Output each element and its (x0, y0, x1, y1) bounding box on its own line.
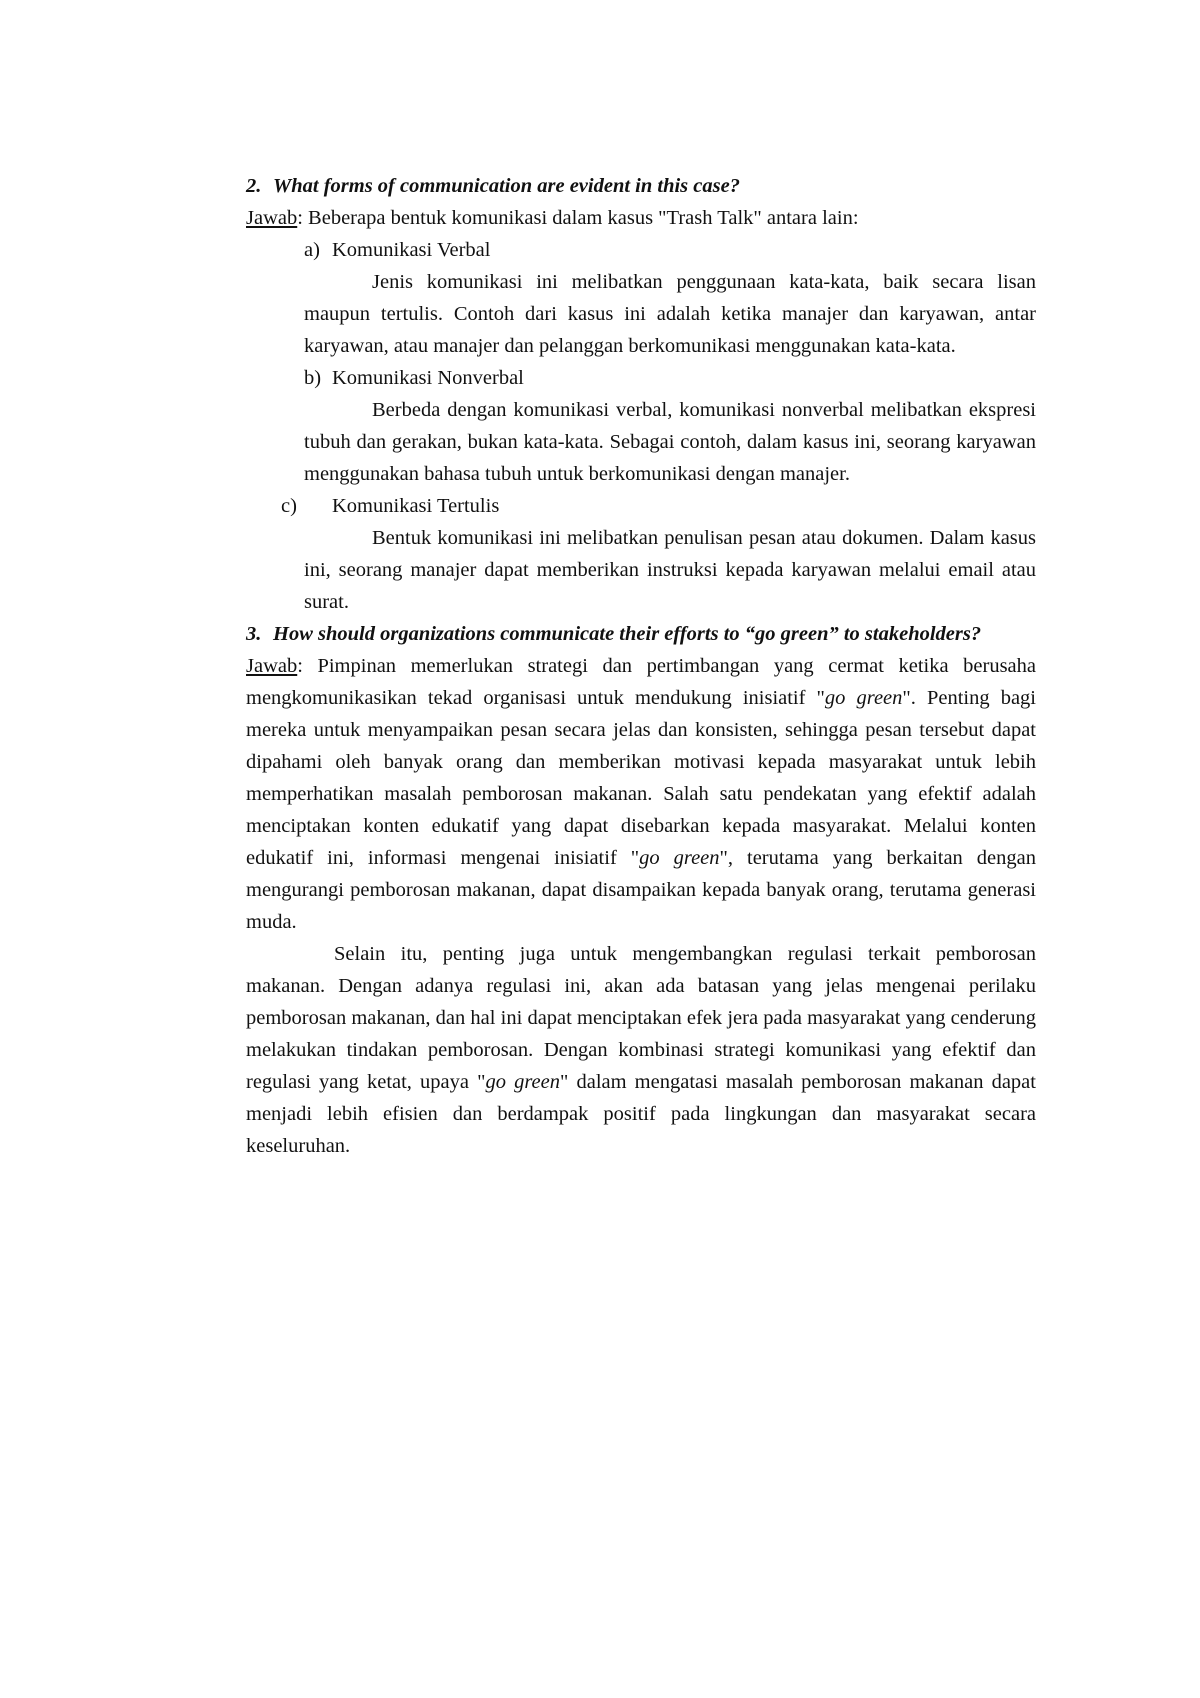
item-c-title: Komunikasi Tertulis (332, 495, 500, 517)
document-page (246, 170, 1036, 1162)
answer-text: ". Penting bagi mereka untuk menyampaikan pesan secara jelas dan konsisten, sehingga pesan tersebut dapat dipahami oleh banyak orang dan memberikan motivasi kepada masyarakat untuk lebih memperhatikan masalah pemborosan makanan. Salah satu pendekatan yang efektif adalah menciptakan konten edukatif yang dapat disebarkan kepada masyarakat. Melalui konten edukatif ini, informasi mengenai inisiatif " (246, 687, 1036, 869)
item-b-marker: b) (304, 367, 322, 389)
question-2-heading (246, 170, 1036, 202)
answer-label: Jawab (246, 207, 298, 229)
question-3-number: 3. (246, 623, 262, 645)
item-a-heading (246, 234, 1036, 266)
answer-text: Selain itu, penting juga untuk mengembangkan regulasi terkait pemborosan makanan. Dengan adanya regulasi ini, akan ada batasan yang jelas mengenai perilaku pemborosan makanan, dan hal ini dapat menciptakan efek jera pada masyarakat yang cenderung melakukan tindakan pemborosan. Dengan kombinasi strategi komunikasi yang efektif dan regulasi yang ketat, upaya " (246, 943, 1036, 1093)
question-2-text: What forms of communication are evident in this case? (273, 175, 740, 197)
answer-text: " dalam mengatasi masalah pemborosan makanan dapat menjadi lebih efisien dan berdampak positif pada lingkungan dan masyarakat secara keseluruhan. (246, 1071, 1036, 1157)
answer-text: : Pimpinan memerlukan strategi dan pertimbangan yang cermat ketika berusaha mengkomunikasikan tekad organisasi untuk mendukung inisiatif " (246, 655, 1036, 709)
item-b-heading (246, 362, 1036, 394)
question-2-answer-intro (246, 202, 1036, 234)
item-b-body: Berbeda dengan komunikasi verbal, komunikasi nonverbal melibatkan ekspresi tubuh dan gerakan, bukan kata-kata. Sebagai contoh, dalam kasus ini, seorang karyawan menggunakan bahasa tubuh untuk berkomunikasi dengan manajer. (304, 399, 1036, 485)
item-b-title: Komunikasi Nonverbal (332, 367, 524, 389)
answer-intro-text: : Beberapa bentuk komunikasi dalam kasus "Trash Talk" antara lain: (297, 207, 859, 229)
question-3-heading (246, 618, 1036, 650)
item-c-marker: c) (281, 495, 297, 517)
item-a-title: Komunikasi Verbal (332, 239, 491, 261)
answer-label: Jawab (246, 655, 298, 677)
question-3-answer-paragraph-1 (246, 650, 1036, 938)
item-a-marker: a) (304, 239, 320, 261)
question-3-text: How should organizations communicate their efforts to “go green” to stakeholders? (273, 623, 982, 645)
go-green-term: go green (824, 687, 903, 709)
answer-text: ", terutama yang berkaitan dengan mengurangi pemborosan makanan, dapat disampaikan kepada banyak orang, terutama generasi muda. (246, 847, 1036, 933)
item-a-body: Jenis komunikasi ini melibatkan penggunaan kata-kata, baik secara lisan maupun tertulis. Contoh dari kasus ini adalah ketika manajer dan karyawan, antar karyawan, atau manajer dan pelanggan berkomunikasi menggunakan kata-kata. (304, 271, 1036, 357)
question-3-answer-paragraph-2 (246, 938, 1036, 1162)
item-c-heading (246, 490, 1036, 522)
item-c-body: Bentuk komunikasi ini melibatkan penulisan pesan atau dokumen. Dalam kasus ini, seorang manajer dapat memberikan instruksi kepada karyawan melalui email atau surat. (304, 527, 1036, 613)
go-green-term: go green (485, 1071, 560, 1093)
go-green-term: go green (639, 847, 720, 869)
question-2-number: 2. (246, 175, 262, 197)
